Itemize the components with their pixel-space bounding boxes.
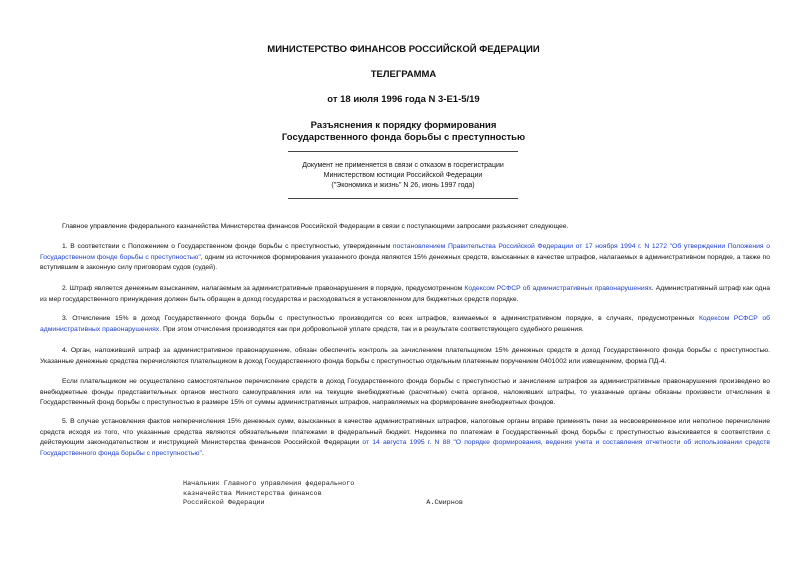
admin-code-link-1[interactable]: Кодексом РСФСР об административных правонарушениях — [464, 285, 652, 292]
signature-row — [183, 499, 583, 509]
paragraph-5 — [40, 417, 770, 459]
signature-block — [183, 480, 583, 509]
document-type-heading: ТЕЛЕГРАММА — [370, 69, 437, 80]
notice-bottom-rule — [288, 198, 518, 199]
paragraph-1 — [40, 242, 770, 274]
paragraph-4-continuation: Если плательщиком не осуществлено самостоятельное перечисление средств в доход Государственного фонда борьбы с преступностью и зачисление штрафов за административные правонарушения произведено во внебюджетные фонды представительных органов местного самоуправления или на текущие внебюджетные (расчетные) счета органов, наложивших штрафы, то указанные органы обязаны произвести отчисления в Государственный фонд борьбы с преступностью в размере 15% от суммы административных штрафов, направляемых на формирование внебюджетных фондов. — [40, 378, 770, 407]
paragraph-5-text-b: . — [201, 449, 204, 457]
government-decree-link[interactable]: постановлением Правительства Российской Федерации от 17 ноября 1994 г. N 1272 "Об утверждении Положения о Государственном фонде борьбы с преступностью" — [40, 243, 770, 261]
ministry-instruction-link[interactable]: от 14 августа 1995 г. N 88 "О порядке формирования, ведения учета и составления отчетности об использовании средств Государственного фонда борьбы с преступностью" — [40, 439, 770, 457]
title-line-2: Государственного фонда борьбы с преступностью — [281, 132, 526, 143]
paragraph-3-text-a: 3. Отчисление 15% в доход Государственного фонда борьбы с преступностью производится со всех штрафов, взимаемых в административном порядке, в случаях, предусмотренных — [62, 315, 699, 322]
paragraph-1-text-b: , одним из источников формирования указанного фонда являются 15% денежных средств, взысканных в качестве штрафов, налагаемых в административном порядке, а также по вступившим в законную силу приговорам судов (судей). — [40, 253, 770, 272]
signature-line-1: Начальник Главного управления федерального — [183, 480, 355, 488]
signatory-name: А.Смирнов — [426, 499, 463, 508]
paragraph-3-text-b: . При этом отчисления производятся как при добровольной уплате средств, так и в результате соответствующего судебного решения. — [159, 325, 584, 333]
paragraph-3 — [40, 314, 770, 335]
signature-line-2: казначейства Министерства финансов — [183, 489, 322, 498]
paragraph-2 — [40, 284, 770, 305]
title-line-1: Разъяснения к порядку формирования — [310, 120, 497, 131]
intro-paragraph: Главное управление федерального казначейства Министерства финансов Российской Федерации в связи с поступающими запросами разъясняет следующее. — [62, 223, 569, 230]
ministry-heading: МИНИСТЕРСТВО ФИНАНСОВ РОССИЙСКОЙ ФЕДЕРАЦИИ — [267, 44, 540, 55]
paragraph-2-text-a: 2. Штраф является денежным взысканием, налагаемым за административные правонарушения в порядке, предусмотренном — [62, 285, 465, 292]
notice-line-1: Документ не применяется в связи с отказом в госрегистрации — [302, 162, 504, 169]
paragraph-2-text-b: . Административный штраф как одна из мер государственного принуждения должен быть обращен в доход государства и расходоваться в установленном для бюджетных средств порядке. — [40, 285, 770, 303]
registration-notice — [288, 161, 518, 191]
notice-top-rule — [288, 151, 518, 152]
signature-line-3: Российской Федерации — [183, 499, 265, 508]
admin-code-link-2[interactable]: Кодексом РСФСР об административных правонарушениях — [40, 315, 770, 333]
date-number-heading: от 18 июля 1996 года N 3-Е1-5/19 — [327, 94, 480, 105]
notice-line-2: Министерством юстиции Российской Федерации — [323, 172, 483, 179]
notice-line-3: ("Экономика и жизнь" N 26, июнь 1997 года) — [331, 182, 475, 189]
paragraph-5-text-a: 5. В случае установления фактов неперечисления 15% денежных сумм, взысканных в качестве административных штрафов, налоговые органы вправе применять пени за несвоевременное или неполное перечисление средств исходя из того, что указанные средства являются обязательными платежами в федеральный бюджет. Недоимка по платежам в Государственный фонд борьбы с преступностью взыскивается в соответствии с действующим законодательством и инструкцией Министерства финансов Российской Федерации — [40, 418, 770, 447]
paragraph-4: 4. Орган, наложивший штраф за административное правонарушение, обязан обеспечить контроль за зачислением плательщиком 15% денежных средств в доход Государственного фонда борьбы с преступностью. Указанные денежные средства перечисляются плательщиком в доход Государственного фонда борьбы с преступностью отдельным платежным поручением 0401002 или извещением, форма ПД-4. — [40, 347, 770, 365]
paragraph-1-text-a: 1. В соответствии с Положением о Государственном фонде борьбы с преступностью, утвержденным — [62, 243, 393, 250]
